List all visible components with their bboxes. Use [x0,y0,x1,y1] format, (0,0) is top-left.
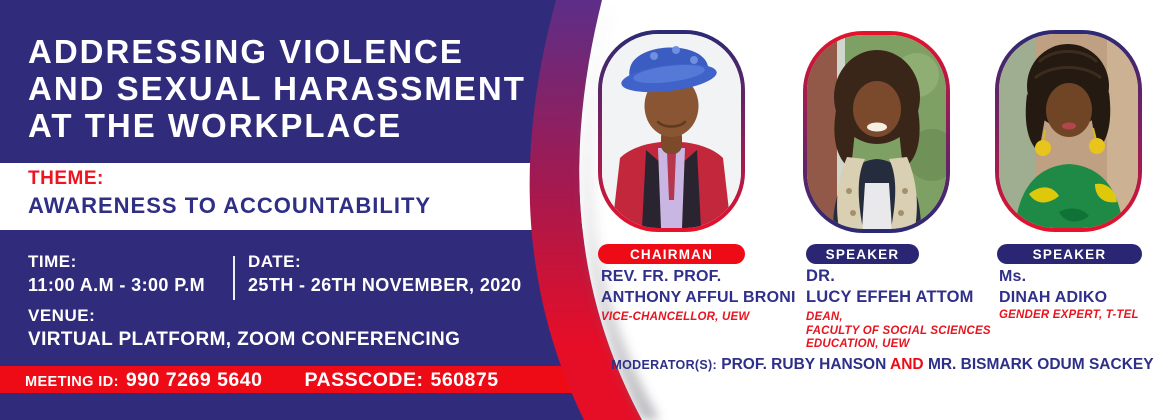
passcode-value: 560875 [430,369,499,391]
title-line-3: AT THE WORKPLACE [28,107,403,144]
chairman-portrait-illustration [602,34,741,228]
title-line-2: AND SEXUAL HARASSMENT [28,70,526,107]
speaker1-badge: SPEAKER [806,244,919,264]
speaker1-photo [807,35,946,229]
speaker2-name [999,266,1107,308]
venue-label: VENUE: [28,306,96,325]
meeting-info-bar [25,366,499,393]
moderator-first: PROF. RUBY HANSON [721,356,887,373]
date-value: 25TH - 26TH NOVEMBER, 2020 [248,275,522,295]
chairman-badge: CHAIRMAN [598,244,745,264]
speaker2-photo [999,34,1138,228]
theme-value: AWARENESS TO ACCOUNTABILITY [28,193,432,218]
moderators-line [600,356,1165,374]
meeting-id-value: 990 7269 5640 [125,369,263,391]
speaker2-photo-card [995,30,1142,232]
speaker2-portrait-illustration [999,34,1138,228]
speaker1-photo-card [803,31,950,233]
date-label: DATE: [248,252,302,271]
speaker1-role-line-1: DEAN, [806,311,843,323]
speaker1-name-line-2: LUCY EFFEH ATTOM [806,288,974,306]
chairman-role-line-1: VICE-CHANCELLOR, UEW [601,311,750,323]
speaker1-name-line-1: DR. [806,267,836,285]
chairman-name [601,266,796,308]
moderator-second: MR. BISMARK ODUM SACKEY [927,356,1154,373]
meeting-id-label: MEETING ID: [25,374,119,390]
time-label: TIME: [28,252,77,271]
chairman-name-line-1: REV. FR. PROF. [601,268,722,285]
time-date-divider [233,256,235,300]
chairman-name-line-2: ANTHONY AFFUL BRONI [601,289,796,306]
speaker1-name [806,266,974,308]
speaker2-role [999,309,1139,323]
time-value: 11:00 A.M - 3:00 P.M [28,275,206,295]
speaker2-name-line-1: Ms. [999,268,1027,285]
event-title [28,33,526,144]
speaker2-name-line-2: DINAH ADIKO [999,289,1108,306]
speaker2-badge: SPEAKER [997,244,1142,264]
venue-value: VIRTUAL PLATFORM, ZOOM CONFERENCING [28,329,461,350]
chairman-photo [602,34,741,228]
passcode-label: PASSCODE: [304,369,424,391]
chairman-photo-card [598,30,745,232]
speaker1-role [806,311,991,352]
moderators-label: MODERATOR(S): [611,358,717,372]
title-line-1: ADDRESSING VIOLENCE [28,33,464,70]
speaker1-portrait-illustration [807,35,946,229]
chairman-role [601,311,749,325]
speaker1-role-line-3: EDUCATION, UEW [806,338,910,350]
moderators-conjunction: AND [890,356,924,373]
speaker1-role-line-2: FACULTY OF SOCIAL SCIENCES [806,324,991,337]
speaker2-role-line-1: GENDER EXPERT, T-TEL [999,309,1139,321]
theme-label: THEME: [28,168,104,189]
